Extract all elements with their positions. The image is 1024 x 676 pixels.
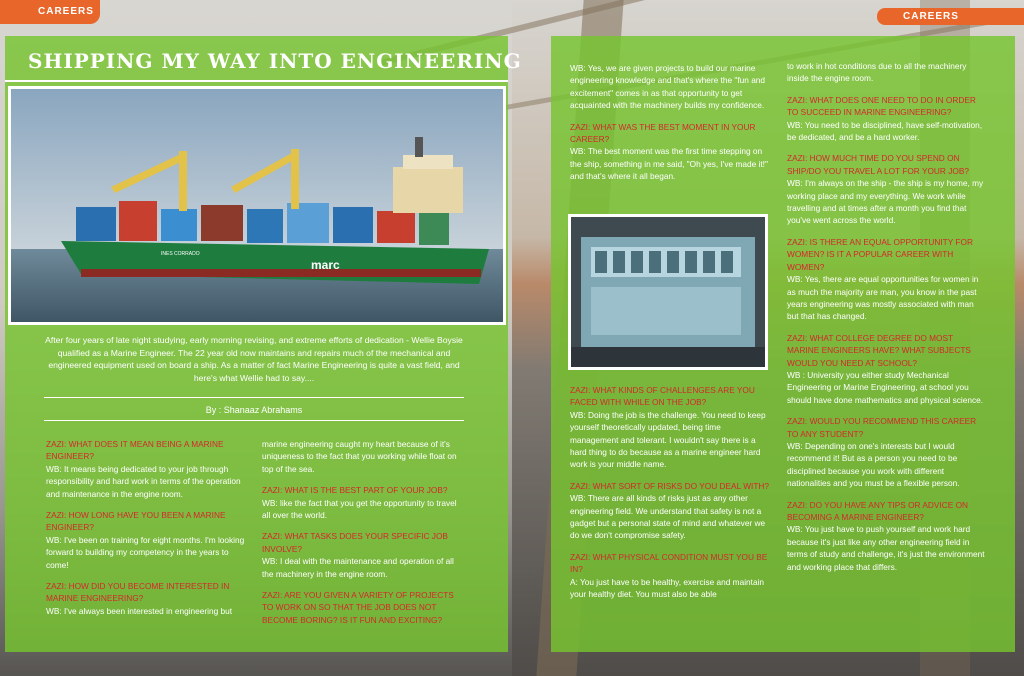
article-intro: After four years of late night studying, early morning revising, and extreme efforts of dedication - Wellie Boysie qualified as a Marine Engineer. The 22 year old now maintains and repairs much of the mechanical and engineered equipment used on board a ship. As a matter of fact Marine Engineering is quite a vast field, and here's what Wellie had to say.... [45,335,463,383]
answer-text: to work in hot conditions due to all the machinery inside the engine room. [787,61,967,84]
question-text: ZAZI: HOW MUCH TIME DO YOU SPEND ON SHIP/DO YOU TRAVEL A LOT FOR YOUR JOB? [787,153,969,176]
title-divider [5,80,508,82]
careers-tab-left: CAREERS [0,0,100,24]
question-text: ZAZI: WHAT DOES IT MEAN BEING A MARINE ENGINEER? [46,439,224,462]
answer-text: WB: There are all kinds of risks just as any other engineering field. We understand that safety is not a gadget but a personal state of mind and whatever we do we don't compromise safety. [570,493,766,541]
question-text: ZAZI: WHAT SORT OF RISKS DO YOU DEAL WITH? [570,480,769,491]
answer-text: WB: I've been on training for eight months. I'm looking forward to building my competency in the years to come! [46,534,245,570]
qa-column-3-top [570,62,768,192]
answer-text: WB: Depending on one's interests but I would recommend it! But as a person you need to be disciplined because you work with different nationalities and you must be a flexible person. [787,440,960,489]
answer-text: WB: It means being dedicated to your job through responsibility and hard work in terms of the operation and maintenance in the engine room. [46,463,241,499]
answer-text: WB: The best moment was the first time stepping on the ship, something in me said, "Oh yes, I've made it!" and that's where it all began. [570,146,768,182]
question-text: ZAZI: DO YOU HAVE ANY TIPS OR ADVICE ON BECOMING A MARINE ENGINEER? [787,499,969,522]
answer-text: WB: Yes, there are equal opportunities for women in as much the majority are man, you know in the past years engineering was mostly associated with man but that has changed. [787,274,979,322]
intro-divider [44,397,464,398]
ship-brand-text: marc [311,258,340,272]
byline-divider [44,420,464,421]
answer-text: WB: I deal with the maintenance and operation of all the machinery in the engine room. [262,556,454,579]
qa-column-3-bottom [570,384,770,610]
answer-text: WB: Yes, we are given projects to build our marine engineering knowledge and that's where the "fun and excitement" comes in as that opportunity to get acquainted with the machinery builds my confidence. [570,63,766,111]
ship-name-text: INES CORRADO [161,251,200,257]
qa-column-4 [787,60,987,582]
answer-text: WB : University you either study Mechanical Engineering or Marine Engineering, at school you should have done mathematics and physical science. [787,369,984,405]
question-text: ZAZI: IS THERE AN EQUAL OPPORTUNITY FOR WOMEN? IS IT A POPULAR CAREER WITH WOMEN? [787,236,973,272]
question-text: ZAZI: WHAT KINDS OF CHALLENGES ARE YOU FACED WITH WHILE ON THE JOB? [570,385,755,408]
answer-text: A: You just have to be healthy, exercise and maintain your healthy diet. You must also be able [570,576,765,600]
qa-column-1 [46,438,251,626]
answer-text: WB: like the fact that you get the opportunity to travel all over the world. [262,497,457,521]
cargo-ship-illustration [11,89,503,322]
qa-column-2 [262,438,465,635]
answer-text: WB: You just have to push yourself and work hard because it's just like any other engineering field in terms of study and challenge, it's just the environment and working place that differs. [787,524,985,572]
question-text: ZAZI: HOW LONG HAVE YOU BEEN A MARINE ENGINEER? [46,510,226,533]
careers-tab-right: CAREERS [877,8,1024,25]
question-text: ZAZI: ARE YOU GIVEN A VARIETY OF PROJECTS TO WORK ON SO THAT THE JOB DOES NOT BECOME BORING? IS IT FUN AND EXCITING? [262,590,454,625]
question-text: ZAZI: WOULD YOU RECOMMEND THIS CAREER TO ANY STUDENT? [787,416,977,439]
question-text: ZAZI: WHAT WAS THE BEST MOMENT IN YOUR CAREER? [570,121,756,145]
answer-text: WB: I've always been interested in engineering but [46,605,233,616]
answer-text: WB: I'm always on the ship - the ship is my home, my working place and my everything. We work while travelling and at times after a month you find that you've went across the world. [787,178,984,226]
cargo-ship-photo [8,86,506,325]
engine-illustration [571,217,765,367]
answer-text: WB: You need to be disciplined, have self-motivation, be dedicated, and be a hard worker. [787,119,983,143]
question-text: ZAZI: WHAT PHYSICAL CONDITION MUST YOU BE IN? [570,551,768,575]
answer-text: marine engineering caught my heart because of it's uniqueness to the fact that you working while float on top of the sea. [262,439,457,474]
question-text: ZAZI: WHAT DOES ONE NEED TO DO IN ORDER TO SUCCEED IN MARINE ENGINEERING? [787,94,976,118]
engine-room-photo [568,214,768,370]
question-text: ZAZI: HOW DID YOU BECOME INTERESTED IN MARINE ENGINEERING? [46,581,230,604]
question-text: ZAZI: WHAT TASKS DOES YOUR SPECIFIC JOB INVOLVE? [262,531,448,554]
article-byline: By : Shanaaz Abrahams [205,405,303,415]
answer-text: WB: Doing the job is the challenge. You need to keep yourself theoretically updated, being time management and tolerant. I wouldn't say there is a hard thing to do because as a marine engineer hard work is your middle name. [570,409,766,470]
question-text: ZAZI: WHAT IS THE BEST PART OF YOUR JOB? [262,485,448,496]
question-text: ZAZI: WHAT COLLEGE DEGREE DO MOST MARINE ENGINEERS HAVE? WHAT SUBJECTS WOULD YOU NEED AT SCHOOL? [787,332,971,368]
article-title: SHIPPING MY WAY INTO ENGINEERING [28,49,522,73]
